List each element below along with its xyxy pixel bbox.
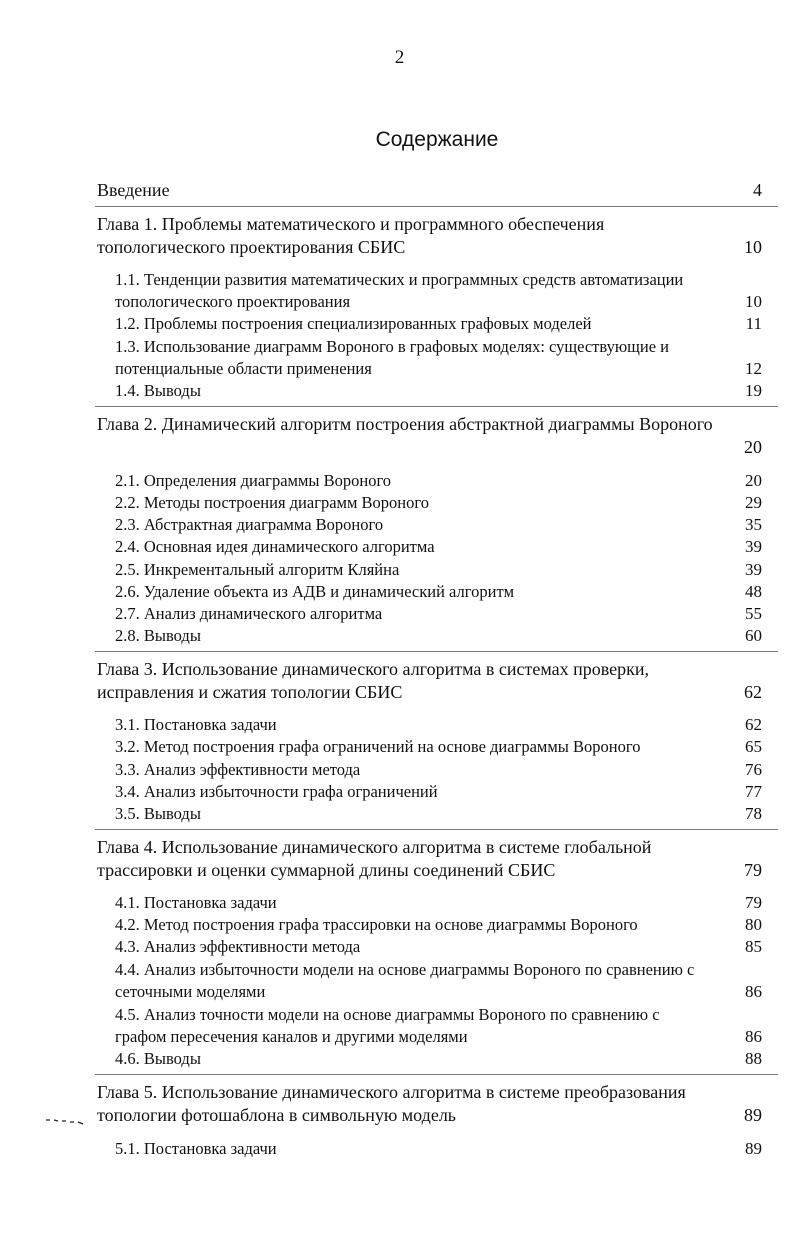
section-2-1: 2.1. Определения диаграммы Вороного [115, 471, 392, 490]
section-2-7-page: 55 [745, 604, 762, 623]
chapter-2-title: Глава 2. Динамический алгоритм построения абстрактной диаграммы Вороного [97, 414, 713, 434]
section-2-3: 2.3. Абстрактная диаграмма Вороного [115, 515, 384, 534]
section-2-2: 2.2. Методы построения диаграмм Вороного [115, 493, 429, 512]
toc-intro-label: Введение [97, 180, 170, 200]
page-title: Содержание [375, 128, 499, 151]
section-1-1-line-1: 1.1. Тенденции развития математических и программных средств автоматизации [115, 270, 684, 289]
section-4-2-page: 80 [745, 915, 762, 934]
section-4-3-page: 85 [745, 937, 762, 956]
chapter-5-title-line-2: топологии фотошаблона в символьную модель [97, 1105, 457, 1125]
section-2-5-page: 39 [745, 560, 762, 579]
section-2-4-page: 39 [745, 537, 762, 556]
section-2-3-page: 35 [745, 515, 762, 534]
section-4-3: 4.3. Анализ эффективности метода [115, 937, 361, 956]
section-5-1: 5.1. Постановка задачи [115, 1139, 277, 1158]
section-3-1: 3.1. Постановка задачи [115, 715, 277, 734]
section-1-4-page: 19 [745, 381, 762, 400]
section-4-6-page: 88 [745, 1049, 762, 1068]
page-number: 2 [394, 47, 405, 68]
section-4-5-page: 86 [745, 1027, 762, 1046]
section-3-3: 3.3. Анализ эффективности метода [115, 760, 361, 779]
section-3-5: 3.5. Выводы [115, 804, 201, 823]
chapter-3-title-line-1: Глава 3. Использование динамического алгоритма в системах проверки, [97, 659, 649, 679]
chapter-3-title-line-2: исправления и сжатия топологии СБИС [97, 682, 403, 702]
chapter-5-title-line-1: Глава 5. Использование динамического алгоритма в системе преобразования [97, 1082, 686, 1102]
section-2-8-page: 60 [745, 626, 762, 645]
separator [95, 829, 778, 830]
pencil-mark-icon [45, 1117, 85, 1125]
section-2-7: 2.7. Анализ динамического алгоритма [115, 604, 383, 623]
chapter-4-title-line-2: трассировки и оценки суммарной длины соединений СБИС [97, 860, 556, 880]
section-3-5-page: 78 [745, 804, 762, 823]
section-3-4: 3.4. Анализ избыточности графа ограничений [115, 782, 438, 801]
section-1-4: 1.4. Выводы [115, 381, 201, 400]
section-2-1-page: 20 [745, 471, 762, 490]
separator [95, 406, 778, 407]
section-4-5-line-1: 4.5. Анализ точности модели на основе диаграммы Вороного по сравнению с [115, 1005, 660, 1024]
section-2-5: 2.5. Инкрементальный алгоритм Кляйна [115, 560, 400, 579]
section-4-4-page: 86 [745, 982, 762, 1001]
section-1-3-line-2: потенциальные области применения [115, 359, 372, 378]
section-3-2-page: 65 [745, 737, 762, 756]
section-1-1-line-2: топологического проектирования [115, 292, 351, 311]
section-4-1: 4.1. Постановка задачи [115, 893, 277, 912]
section-2-6: 2.6. Удаление объекта из АДВ и динамический алгоритм [115, 582, 515, 601]
section-1-2-page: 11 [745, 314, 762, 333]
section-4-5-line-2: графом пересечения каналов и другими моделями [115, 1027, 468, 1046]
section-2-4: 2.4. Основная идея динамического алгоритма [115, 537, 435, 556]
section-1-1-page: 10 [745, 292, 762, 311]
section-4-4-line-2: сеточными моделями [115, 982, 266, 1001]
section-4-2: 4.2. Метод построения графа трассировки на основе диаграммы Вороного [115, 915, 638, 934]
chapter-1-title-line-2: топологического проектирования СБИС [97, 237, 406, 257]
separator [95, 206, 778, 207]
section-4-1-page: 79 [745, 893, 762, 912]
section-2-2-page: 29 [745, 493, 762, 512]
toc-intro-page: 4 [753, 180, 762, 200]
section-4-4-line-1: 4.4. Анализ избыточности модели на основе диаграммы Вороного по сравнению с [115, 960, 695, 979]
section-5-1-page: 89 [745, 1139, 762, 1158]
chapter-3-page: 62 [744, 682, 762, 702]
section-1-2: 1.2. Проблемы построения специализированных графовых моделей [115, 314, 592, 333]
separator [95, 651, 778, 652]
chapter-4-title-line-1: Глава 4. Использование динамического алгоритма в системе глобальной [97, 837, 652, 857]
section-3-2: 3.2. Метод построения графа ограничений на основе диаграммы Вороного [115, 737, 641, 756]
chapter-1-page: 10 [744, 237, 762, 257]
section-1-3-line-1: 1.3. Использование диаграмм Вороного в графовых моделях: существующие и [115, 337, 669, 356]
chapter-4-page: 79 [744, 860, 762, 880]
chapter-5-page: 89 [744, 1105, 762, 1125]
section-4-6: 4.6. Выводы [115, 1049, 201, 1068]
section-3-4-page: 77 [745, 782, 762, 801]
section-2-8: 2.8. Выводы [115, 626, 201, 645]
separator [95, 1074, 778, 1075]
section-3-3-page: 76 [745, 760, 762, 779]
section-2-6-page: 48 [745, 582, 762, 601]
chapter-2-page: 20 [744, 437, 762, 457]
chapter-1-title-line-1: Глава 1. Проблемы математического и программного обеспечения [97, 214, 605, 234]
section-1-3-page: 12 [745, 359, 762, 378]
section-3-1-page: 62 [745, 715, 762, 734]
